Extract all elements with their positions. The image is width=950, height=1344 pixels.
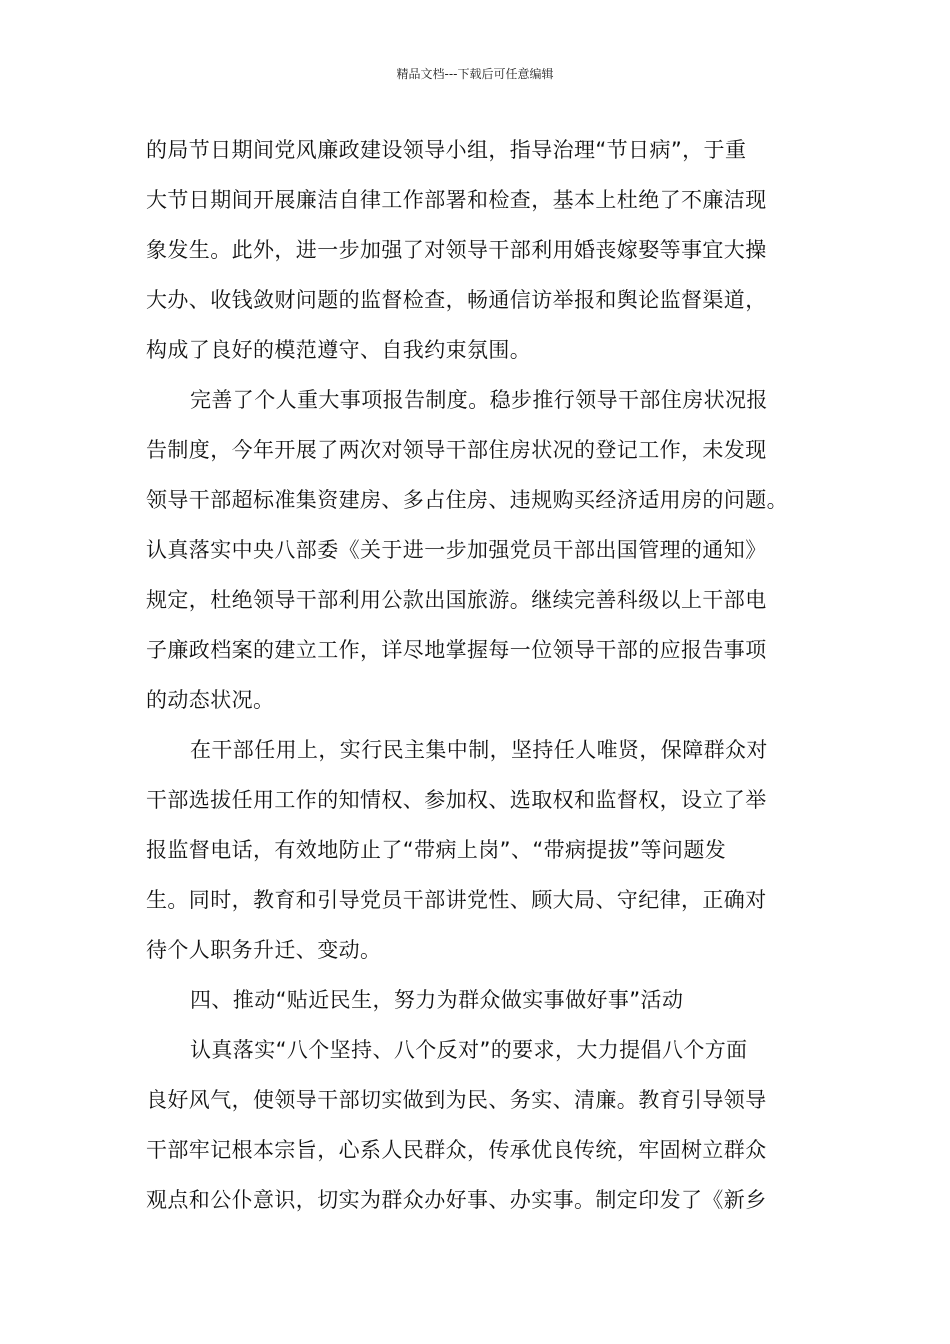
body-line: 大节日期间开展廉洁自律工作部署和检查，基本上杜绝了不廉洁现: [146, 188, 767, 212]
body-line: 生。同时，教育和引导党员干部讲党性、顾大局、守纪律，正确对: [146, 888, 767, 912]
body-line: 待个人职务升迁、变动。: [146, 938, 382, 962]
body-line: 干部牢记根本宗旨，心系人民群众，传承优良传统，牢固树立群众: [146, 1138, 767, 1162]
paragraph-first-line: 在干部任用上，实行民主集中制，坚持任人唯贤，保障群众对: [190, 738, 768, 762]
body-line: 告制度，今年开展了两次对领导干部住房状况的登记工作，未发现: [146, 438, 767, 462]
body-line: 认真落实中央八部委《关于进一步加强党员干部出国管理的通知》: [146, 538, 767, 562]
body-line: 大办、收钱敛财问题的监督检查，畅通信访举报和舆论监督渠道，: [146, 288, 767, 312]
body-line: 象发生。此外，进一步加强了对领导干部利用婚丧嫁娶等事宜大操: [146, 238, 767, 262]
body-line: 干部选拔任用工作的知情权、参加权、选取权和监督权，设立了举: [146, 788, 767, 812]
body-line: 良好风气，使领导干部切实做到为民、务实、清廉。教育引导领导: [146, 1088, 767, 1112]
body-line: 领导干部超标准集资建房、多占住房、违规购买经济适用房的问题。: [146, 488, 788, 512]
page-header: 精品文档---下载后可任意编辑: [396, 67, 554, 81]
body-line: 子廉政档案的建立工作，详尽地掌握每一位领导干部的应报告事项: [146, 638, 767, 662]
section-heading: 四、推动“贴近民生，努力为群众做实事做好事”活动: [190, 988, 684, 1012]
paragraph-first-line: 完善了个人重大事项报告制度。稳步推行领导干部住房状况报: [190, 388, 768, 412]
body-line: 的局节日期间党风廉政建设领导小组，指导治理“节日病”，于重: [146, 138, 747, 162]
paragraph-first-line: 认真落实“八个坚持、八个反对”的要求，大力提倡八个方面: [190, 1038, 748, 1062]
body-line: 报监督电话，有效地防止了“带病上岗”、“带病提拔”等问题发: [146, 838, 727, 862]
body-line: 观点和公仆意识，切实为群众办好事、办实事。制定印发了《新乡: [146, 1188, 767, 1212]
body-line: 构成了良好的模范遵守、自我约束氛围。: [146, 338, 532, 362]
body-line: 规定，杜绝领导干部利用公款出国旅游。继续完善科级以上干部电: [146, 588, 767, 612]
body-line: 的动态状况。: [146, 688, 275, 712]
